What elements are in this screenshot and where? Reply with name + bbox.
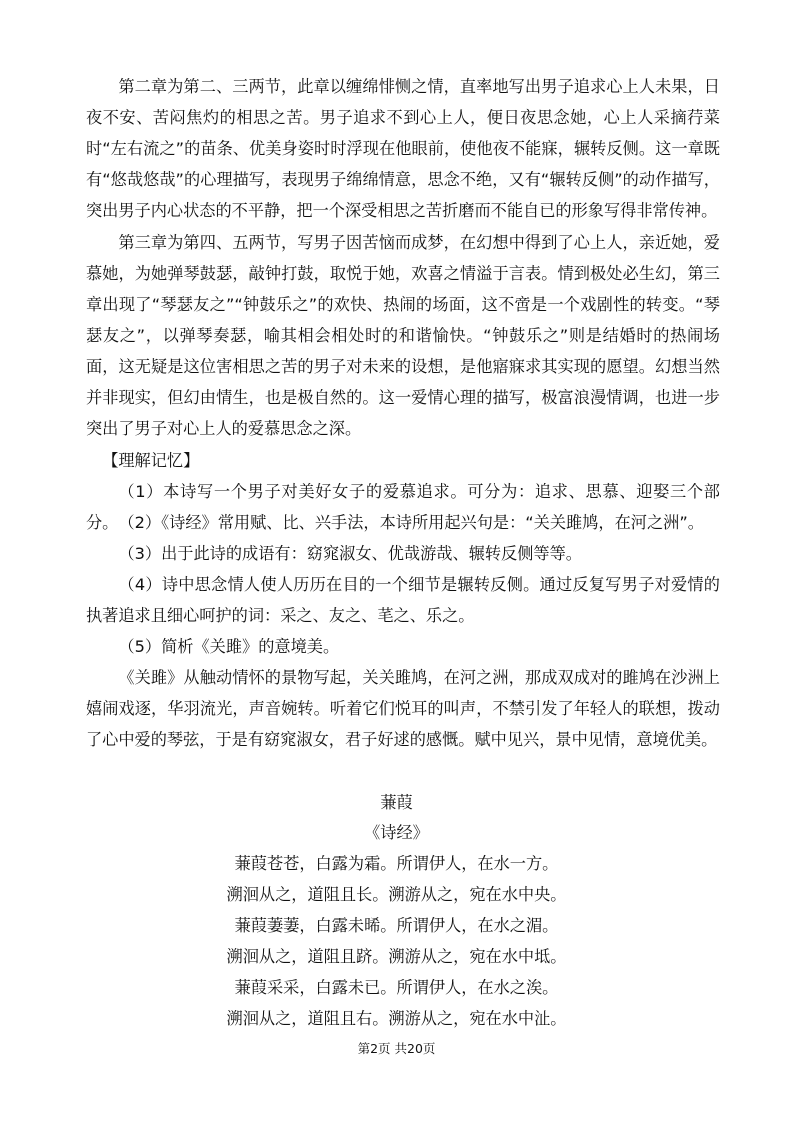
list-item-1: （1）本诗写一个男子对美好女子的爱慕追求。可分为：追求、思慕、迎娶三个部分。 [86, 482, 720, 532]
poem-line: 溯洄从之，道阻且右。溯游从之，宛在水中沚。 [226, 1009, 567, 1028]
poem-line: 蒹葭苍苍，白露为霜。所谓伊人，在水一方。 [234, 854, 559, 873]
list-item-3: （3）出于此诗的成语有：窈窕淑女、优哉游哉、辗转反侧等等。 [118, 544, 582, 563]
poem-line: 溯洄从之，道阻且跻。溯游从之，宛在水中坻。 [226, 947, 567, 966]
paragraph-analysis: 《关雎》从触动情怀的景物写起，关关雎鸠，在河之洲，那成双成对的雎鸠在沙洲上嬉闹戏逐，华羽流光，声音婉转。听着它们悦耳的叫声，不禁引发了年轻人的联想，拨动了心中爱的琴弦，于是有窈窕淑女，君子好逑的感慨。赋中见兴，景中见情，意境优美。 [86, 668, 720, 749]
page-number-footer: 第2页 共20页 [357, 1041, 436, 1056]
paragraph-chapter2: 第二章为第二、三两节，此章以缠绵悱恻之情，直率地写出男子追求心上人未果，日夜不安、苦闷焦灼的相思之苦。男子追求不到心上人，便日夜思念她，心上人采摘荇菜时“左右流之”的苗条、优美身姿时时浮现在他眼前，使他夜不能寐，辗转反侧。这一章既有“悠哉悠哉”的心理描写，表现男子绵绵情意，思念不绝，又有“辗转反侧”的动作描写，突出男子内心状态的不平静，把一个深受相思之苦折磨而不能自已的形象写得非常传神。 [86, 77, 720, 220]
paragraph-chapter3: 第三章为第四、五两节，写男子因苦恼而成梦，在幻想中得到了心上人，亲近她，爱慕她，为她弹琴鼓瑟，敲钟打鼓，取悦于她，欢喜之情溢于言表。情到极处必生幻，第三章出现了“琴瑟友之”“钟鼓乐之”的欢快、热闹的场面，这不啻是一个戏剧性的转变。“琴瑟友之”，以弹琴奏瑟，喻其相会相处时的和谐愉快。“钟鼓乐之”则是结婚时的热闹场面，这无疑是这位害相思之苦的男子对未来的设想，是他寤寐求其实现的愿望。幻想当然并非现实，但幻由情生，也是极自然的。这一爱情心理的描写，极富浪漫情调，也进一步突出了男子对心上人的爱慕思念之深。 [86, 233, 720, 438]
list-item-4: （4）诗中思念情人使人历历在目的一个细节是辗转反侧。通过反复写男子对爱情的执著追求且细心呵护的词：采之、友之、芼之、乐之。 [86, 575, 720, 625]
list-item-2: （2）《诗经》常用赋、比、兴手法，本诗所用起兴句是：“关关雎鸠，在河之洲”。 [118, 513, 704, 532]
poem-title: 蒹葭 [380, 793, 413, 812]
poem-line: 溯洄从之，道阻且长。溯游从之，宛在水中央。 [226, 885, 567, 904]
poem-line: 蒹葭萋萋，白露未晞。所谓伊人，在水之湄。 [234, 916, 559, 935]
section-heading: 【理解记忆】 [102, 451, 200, 470]
list-item-5: （5）简析《关雎》的意境美。 [118, 637, 340, 656]
poem-line: 蒹葭采采，白露未已。所谓伊人，在水之涘。 [234, 978, 559, 997]
poem-source: 《诗经》 [364, 823, 429, 842]
